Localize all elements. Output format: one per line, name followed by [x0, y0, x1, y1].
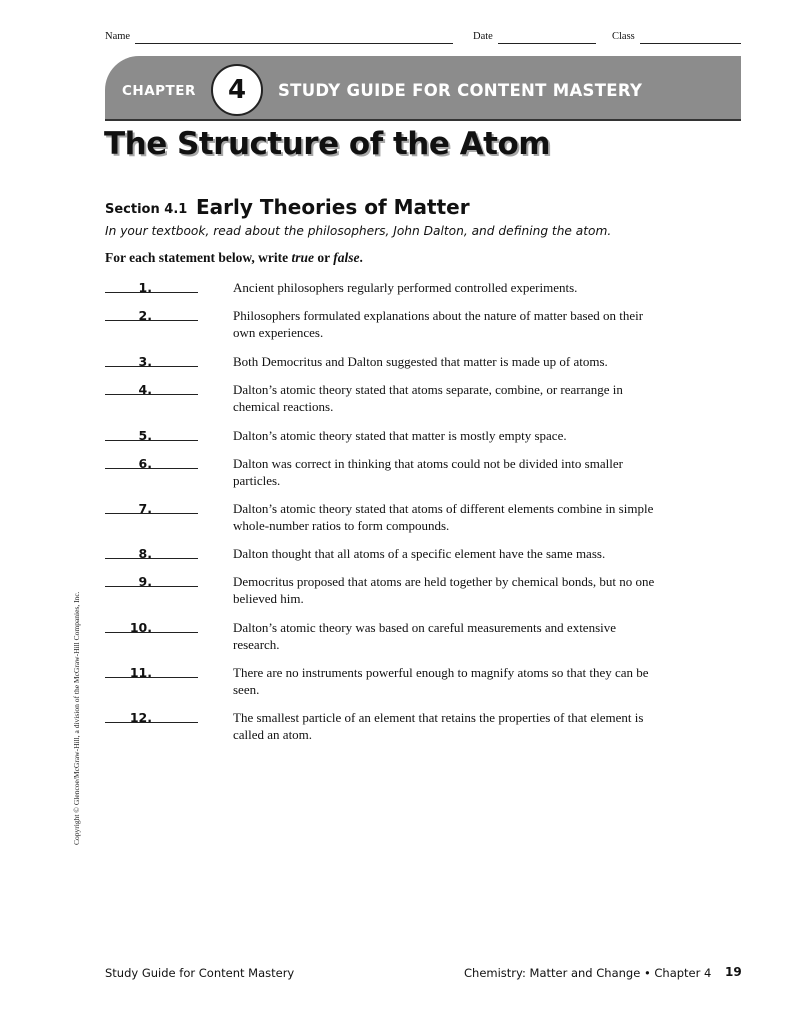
footer-right: Chemistry: Matter and Change • Chapter 4: [464, 966, 712, 980]
question-text: Ancient philosophers regularly performed controlled experiments.: [233, 280, 578, 295]
question-number: 8.: [138, 546, 152, 561]
page-title: The Structure of the Atom: [104, 126, 551, 162]
chapter-number-badge: [211, 64, 263, 116]
chapter-word: CHAPTER: [122, 83, 196, 99]
question-number: 10.: [129, 620, 152, 635]
instructions-false: false: [333, 250, 360, 265]
name-label: Name: [105, 31, 131, 42]
question-text: There are no instruments powerful enough to magnify atoms so that they can be seen.: [233, 665, 649, 697]
question-number: 2.: [138, 308, 152, 323]
instructions: [105, 250, 363, 266]
question-text: Democritus proposed that atoms are held together by chemical bonds, but no one believed him.: [233, 574, 655, 606]
page-number: 19: [725, 965, 742, 979]
header-fields: [105, 31, 741, 47]
question-text: Dalton’s atomic theory stated that atoms separate, combine, or rearrange in chemical reactions.: [233, 382, 623, 414]
question-number: 7.: [138, 501, 152, 516]
question-text: Both Democritus and Dalton suggested that matter is made up of atoms.: [233, 354, 608, 369]
question-text: Dalton was correct in thinking that atoms could not be divided into smaller particles.: [233, 456, 623, 488]
section-subtitle: In your textbook, read about the philosophers, John Dalton, and defining the atom.: [105, 224, 612, 238]
question-number: 11.: [129, 665, 152, 680]
instructions-suffix: .: [359, 250, 363, 265]
question-number: 3.: [138, 354, 152, 369]
question-text: Dalton thought that all atoms of a specific element have the same mass.: [233, 546, 606, 561]
footer-left: Study Guide for Content Mastery: [105, 966, 295, 980]
class-label: Class: [612, 31, 635, 42]
chapter-number: 4: [227, 75, 247, 105]
class-field[interactable]: [640, 43, 741, 44]
question-number: 9.: [138, 574, 152, 589]
date-field[interactable]: [498, 43, 596, 44]
instructions-or: or: [313, 250, 334, 265]
question-number: 4.: [138, 382, 152, 397]
banner-title: STUDY GUIDE FOR CONTENT MASTERY: [278, 81, 643, 100]
question-number: 12.: [129, 710, 152, 725]
name-field[interactable]: [135, 43, 453, 44]
question-text: Philosophers formulated explanations about the nature of matter based on their own experiences.: [233, 308, 644, 340]
question-text: The smallest particle of an element that retains the properties of that element is called an atom.: [233, 710, 644, 742]
section-title: Early Theories of Matter: [196, 195, 470, 219]
question-number: 5.: [138, 428, 152, 443]
section-label: Section 4.1: [105, 202, 188, 217]
question-number: 1.: [138, 280, 152, 295]
question-text: Dalton’s atomic theory was based on careful measurements and extensive research.: [233, 620, 617, 652]
instructions-prefix: For each statement below, write: [105, 250, 292, 265]
question-text: Dalton’s atomic theory stated that matter is mostly empty space.: [233, 428, 567, 443]
question-number: 6.: [138, 456, 152, 471]
instructions-true: true: [291, 250, 314, 265]
copyright-notice: Copyright © Glencoe/McGraw-Hill, a division of the McGraw-Hill Companies, Inc.: [72, 591, 81, 845]
banner-rule: [105, 119, 741, 121]
date-label: Date: [473, 31, 493, 42]
question-text: Dalton’s atomic theory stated that atoms of different elements combine in simple whole-number ratios to form compounds.: [233, 501, 654, 533]
